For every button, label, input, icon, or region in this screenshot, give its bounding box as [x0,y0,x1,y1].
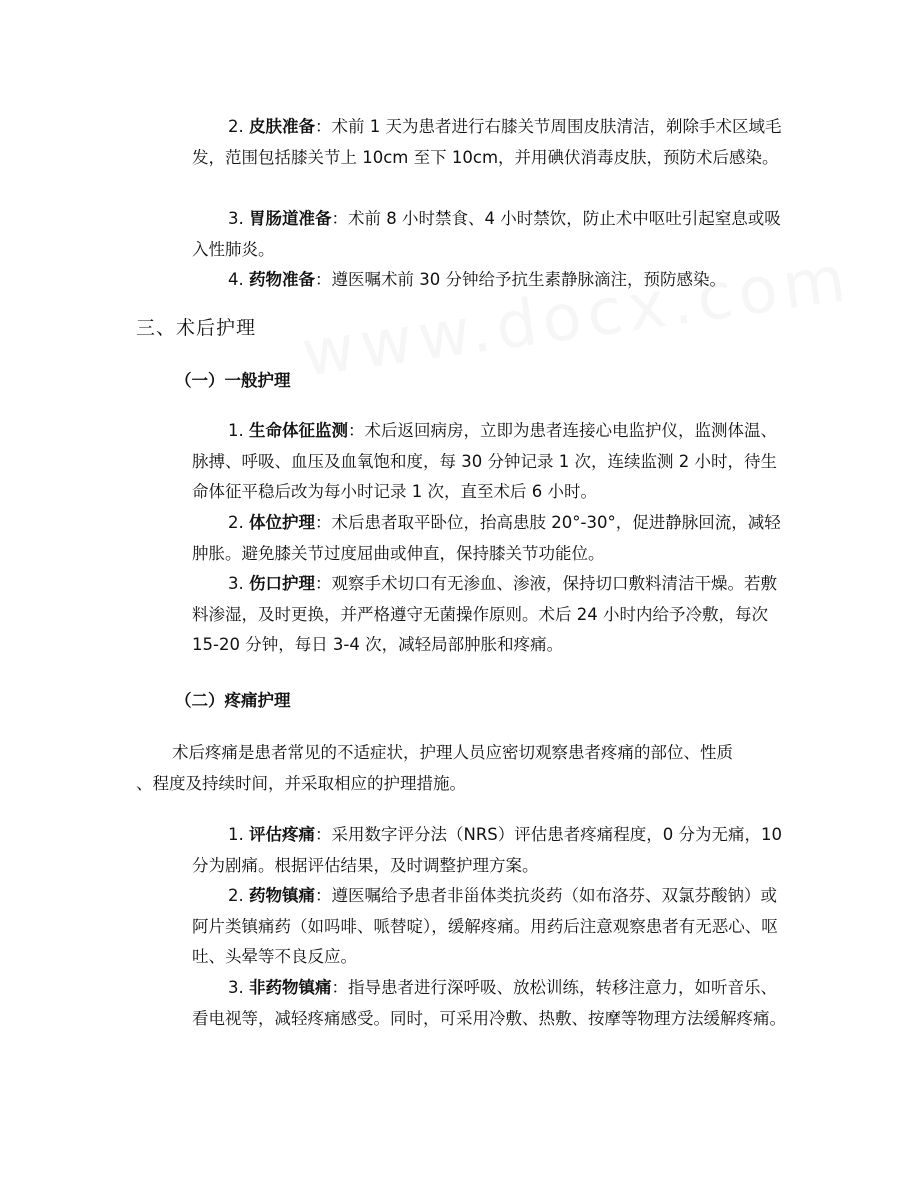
item-separator: ： [315,270,332,289]
item-number: 3. [228,978,244,997]
prep-item-drug [192,265,790,296]
prep-item-gi [192,204,790,265]
pain-item-drug [192,881,790,973]
pain-item-nondrug [192,973,790,1034]
item-number: 2. [228,117,244,136]
item-separator: ： [331,209,348,228]
item-term: 评估疼痛 [249,825,315,844]
prep-item-skin [192,112,790,173]
item-number: 3. [228,574,244,593]
item-text: 术后返回病房，立即为患者连接心电监护仪，监测体温、脉搏、呼吸、血压及血氧饱和度，每 30 分钟记录 1 次，连续监测 2 小时，待生命体征平稳后改为每小时记录 1 次，直至术后 6 小时。 [192,421,777,501]
item-separator: ： [315,574,332,593]
item-text: 术前 8 小时禁食、4 小时禁饮，防止术中呕吐引起窒息或吸入性肺炎。 [192,209,781,259]
pain-intro-line-2: 、程度及持续时间，并采取相应的护理措施。 [136,773,466,793]
subsection-heading-general: （一）一般护理 [175,371,291,390]
item-number: 3. [228,209,244,228]
general-item-position [192,508,790,569]
pain-intro [136,738,790,799]
pain-item-assess [192,820,790,881]
item-text: 遵医嘱术前 30 分钟给予抗生素静脉滴注，预防感染。 [331,270,726,289]
item-separator: ： [331,978,348,997]
item-separator: ： [348,421,365,440]
item-separator: ： [315,513,332,532]
item-text: 术后患者取平卧位，抬高患肢 20°-30°，促进静脉回流，减轻肿胀。避免膝关节过度屈曲或伸直，保持膝关节功能位。 [192,513,781,563]
item-text: 指导患者进行深呼吸、放松训练，转移注意力，如听音乐、看电视等，减轻疼痛感受。同时，可采用冷敷、热敷、按摩等物理方法缓解疼痛。 [192,978,786,1028]
item-term: 非药物镇痛 [249,978,332,997]
section-heading-postop: 三、术后护理 [136,317,257,339]
item-number: 1. [228,421,244,440]
general-item-vitals [192,416,790,508]
item-text: 术前 1 天为患者进行右膝关节周围皮肤清洁，剃除手术区域毛发，范围包括膝关节上 10cm 至下 10cm，并用碘伏消毒皮肤，预防术后感染。 [192,117,782,167]
item-text: 观察手术切口有无渗血、渗液，保持切口敷料清洁干燥。若敷料渗湿，及时更换，并严格遵守无菌操作原则。术后 24 小时内给予冷敷，每次 15-20 分钟，每日 3-4 次，减轻局部肿胀和疼痛。 [192,574,777,654]
pain-intro-line-1: 术后疼痛是患者常见的不适症状，护理人员应密切观察患者疼痛的部位、性质 [172,743,733,762]
item-separator: ： [315,117,332,136]
subsection-heading-pain: （二）疼痛护理 [175,691,291,710]
item-term: 体位护理 [249,513,315,532]
item-term: 伤口护理 [249,574,315,593]
general-item-wound [192,569,790,661]
item-separator: ： [315,825,332,844]
item-term: 药物镇痛 [249,886,315,905]
item-number: 4. [228,270,244,289]
item-number: 2. [228,513,244,532]
item-number: 1. [228,825,244,844]
item-separator: ： [315,886,332,905]
item-term: 胃肠道准备 [249,209,332,228]
item-term: 生命体征监测 [249,421,348,440]
item-text: 遵医嘱给予患者非甾体类抗炎药（如布洛芬、双氯芬酸钠）或阿片类镇痛药（如吗啡、哌替啶），缓解疼痛。用药后注意观察患者有无恶心、呕吐、头晕等不良反应。 [192,886,778,966]
item-term: 皮肤准备 [249,117,315,136]
item-text: 采用数字评分法（NRS）评估患者疼痛程度，0 分为无痛，10 分为剧痛。根据评估结果，及时调整护理方案。 [192,825,783,875]
item-term: 药物准备 [249,270,315,289]
item-number: 2. [228,886,244,905]
